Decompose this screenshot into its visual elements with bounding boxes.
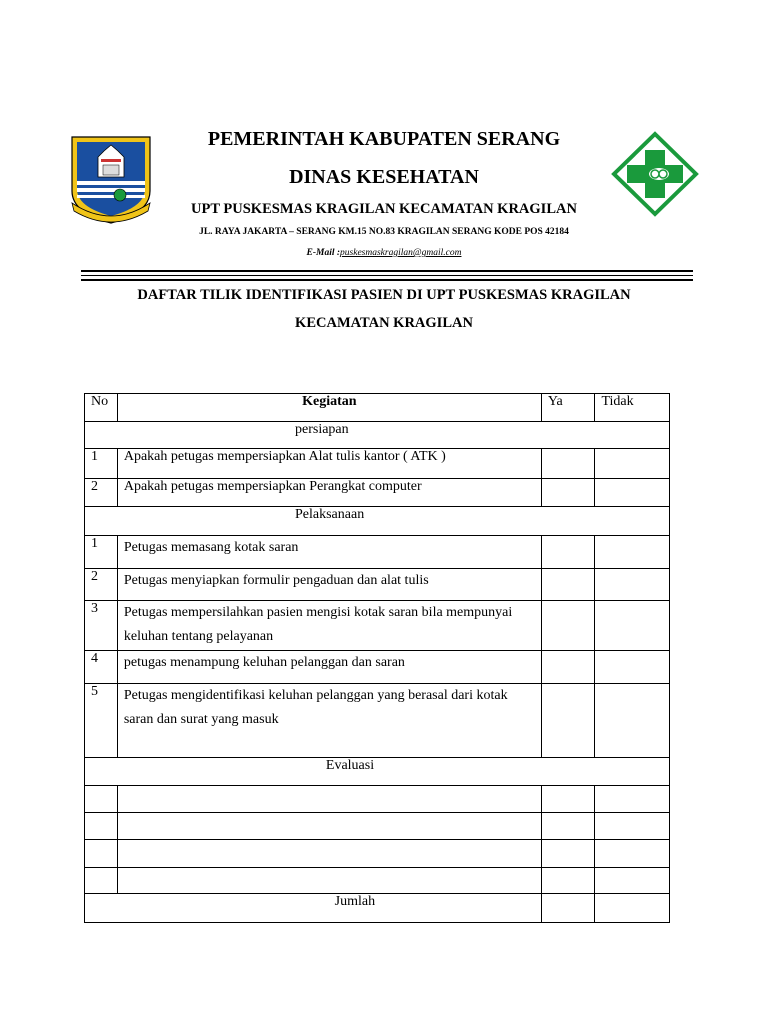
letterhead-unit: UPT PUSKESMAS KRAGILAN KECAMATAN KRAGILAN: [191, 201, 577, 217]
row-no: 2: [85, 479, 118, 507]
checkbox-tidak[interactable]: [595, 684, 670, 758]
letterhead-rule-bottom: [81, 279, 693, 281]
evaluasi-kegiatan-cell[interactable]: [117, 868, 541, 894]
section-row: [85, 507, 670, 536]
checkbox-tidak[interactable]: [595, 840, 670, 868]
section-pelaksanaan: Pelaksanaan: [85, 507, 670, 536]
checkbox-ya[interactable]: [541, 840, 595, 868]
row-kegiatan: Petugas mengidentifikasi keluhan pelanggan yang berasal dari kotak saran dan surat yang masuk: [117, 684, 541, 758]
checklist-table: [84, 393, 670, 923]
row-no: 3: [85, 601, 118, 651]
checkbox-tidak[interactable]: [595, 569, 670, 601]
header-no: No: [85, 394, 118, 422]
evaluasi-row: [85, 813, 670, 840]
jumlah-row: [85, 894, 670, 923]
evaluasi-kegiatan-cell[interactable]: [117, 786, 541, 813]
section-row: [85, 758, 670, 786]
evaluasi-row: [85, 786, 670, 813]
evaluasi-kegiatan-cell[interactable]: [117, 840, 541, 868]
letterhead-rule-top: [81, 270, 693, 272]
evaluasi-no-cell: [85, 813, 118, 840]
document-title-line2: KECAMATAN KRAGILAN: [295, 315, 473, 331]
checkbox-ya[interactable]: [541, 536, 595, 569]
section-row: [85, 422, 670, 449]
row-kegiatan: petugas menampung keluhan pelanggan dan saran: [117, 651, 541, 684]
header-ya: Ya: [541, 394, 595, 422]
letterhead-address: JL. RAYA JAKARTA – SERANG KM.15 NO.83 KRAGILAN SERANG KODE POS 42184: [199, 227, 569, 237]
letterhead-rule-middle: [81, 275, 693, 276]
email-label: E-Mail :: [306, 248, 341, 258]
header-kegiatan: Kegiatan: [117, 394, 541, 422]
table-row: [85, 569, 670, 601]
row-no: 4: [85, 651, 118, 684]
letterhead-government: PEMERINTAH KABUPATEN SERANG: [207, 128, 561, 150]
row-no: 2: [85, 569, 118, 601]
checkbox-tidak[interactable]: [595, 536, 670, 569]
checkbox-tidak[interactable]: [595, 651, 670, 684]
evaluasi-no-cell: [85, 868, 118, 894]
row-no: 1: [85, 449, 118, 479]
row-kegiatan: Apakah petugas mempersiapkan Alat tulis kantor ( ATK ): [117, 449, 541, 479]
evaluasi-no-cell: [85, 840, 118, 868]
email-link[interactable]: puskesmaskragilan@gmail.com: [340, 248, 462, 258]
evaluasi-row: [85, 868, 670, 894]
checkbox-ya[interactable]: [541, 601, 595, 651]
table-row: [85, 449, 670, 479]
checkbox-ya[interactable]: [541, 479, 595, 507]
row-kegiatan: Petugas memasang kotak saran: [117, 536, 541, 569]
row-kegiatan: Petugas mempersilahkan pasien mengisi kotak saran bila mempunyai keluhan tentang pelayanan: [117, 601, 541, 651]
document-title-line1: DAFTAR TILIK IDENTIFIKASI PASIEN DI UPT PUSKESMAS KRAGILAN: [137, 287, 631, 303]
checkbox-ya[interactable]: [541, 684, 595, 758]
checkbox-ya[interactable]: [541, 449, 595, 479]
row-no: 1: [85, 536, 118, 569]
checkbox-tidak[interactable]: [595, 813, 670, 840]
letterhead-email: [0, 248, 768, 258]
checkbox-ya[interactable]: [541, 813, 595, 840]
table-row: [85, 651, 670, 684]
header-tidak: Tidak: [595, 394, 670, 422]
table-row: [85, 684, 670, 758]
jumlah-tidak[interactable]: [595, 894, 670, 923]
checkbox-tidak[interactable]: [595, 479, 670, 507]
evaluasi-kegiatan-cell[interactable]: [117, 813, 541, 840]
checkbox-ya[interactable]: [541, 569, 595, 601]
section-evaluasi: Evaluasi: [85, 758, 670, 786]
row-kegiatan: Apakah petugas mempersiapkan Perangkat computer: [117, 479, 541, 507]
row-kegiatan: Petugas menyiapkan formulir pengaduan dan alat tulis: [117, 569, 541, 601]
section-persiapan: persiapan: [85, 422, 670, 449]
evaluasi-row: [85, 840, 670, 868]
table-header-row: [85, 394, 670, 422]
table-row: [85, 479, 670, 507]
checkbox-tidak[interactable]: [595, 868, 670, 894]
letterhead-department: DINAS KESEHATAN: [289, 166, 479, 188]
jumlah-ya[interactable]: [541, 894, 595, 923]
checkbox-tidak[interactable]: [595, 601, 670, 651]
table-row: [85, 536, 670, 569]
jumlah-label: Jumlah: [85, 894, 542, 923]
table-row: [85, 601, 670, 651]
checkbox-ya[interactable]: [541, 786, 595, 813]
evaluasi-no-cell: [85, 786, 118, 813]
checkbox-tidak[interactable]: [595, 449, 670, 479]
row-no: 5: [85, 684, 118, 758]
checkbox-tidak[interactable]: [595, 786, 670, 813]
checkbox-ya[interactable]: [541, 651, 595, 684]
checkbox-ya[interactable]: [541, 868, 595, 894]
